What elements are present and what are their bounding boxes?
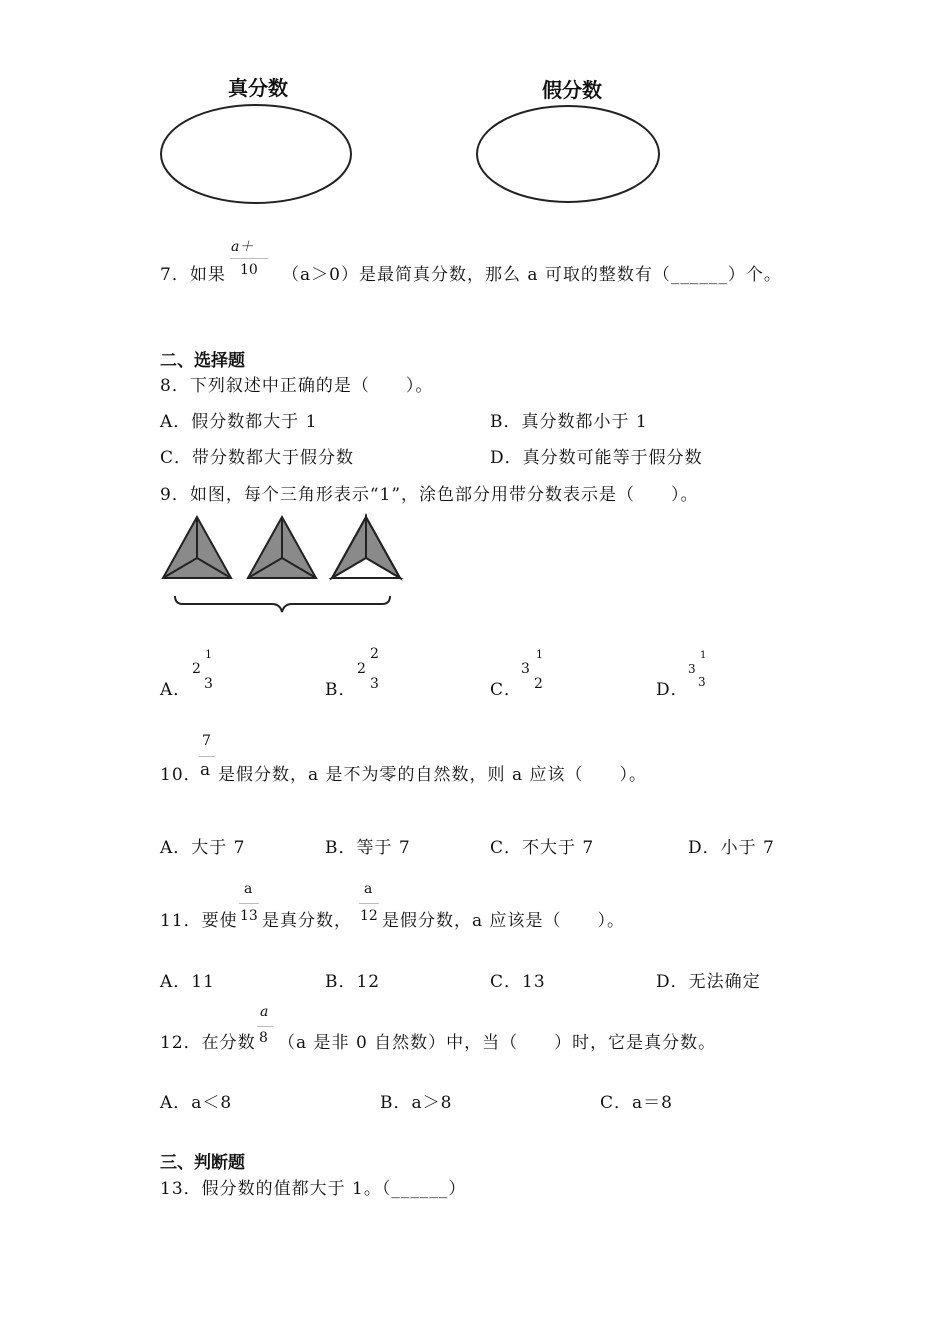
q10-option-c[interactable]: C．不大于 7	[490, 838, 595, 858]
fraction-ellipses	[150, 100, 670, 212]
q9-option-c-den: 2	[534, 676, 543, 692]
proper-fraction-label: 真分数	[228, 76, 288, 100]
q9-option-d-num: 1	[700, 650, 707, 661]
q11-f2-numerator: a	[364, 881, 373, 897]
q9-option-b-label[interactable]: B．	[325, 680, 357, 700]
q12-denominator: 8	[259, 1030, 268, 1046]
q9-option-c-label[interactable]: C．	[490, 680, 523, 700]
q10-denominator: a	[200, 760, 212, 780]
q13-stem: 13．假分数的值都大于 1。（______）	[160, 1179, 467, 1199]
section3-title: 三、判断题	[160, 1153, 245, 1173]
q8-option-a[interactable]: A．假分数都大于 1	[160, 412, 318, 432]
q11-option-a[interactable]: A．11	[160, 972, 215, 992]
q9-option-d-whole: 3	[688, 662, 696, 676]
q10-option-d[interactable]: D．小于 7	[688, 838, 775, 858]
q11-f2-bar	[359, 903, 379, 904]
q10-numerator: 7	[202, 733, 211, 749]
q7-label: 7．如果	[160, 265, 226, 285]
section2-title: 二、选择题	[160, 351, 245, 371]
triangle-3	[332, 517, 400, 578]
q11-f2-denominator: 12	[360, 908, 378, 924]
q9-option-d-den: 3	[698, 675, 706, 689]
q9-option-a-den: 3	[204, 676, 213, 692]
q9-stem: 9．如图，每个三角形表示“1”，涂色部分用带分数表示是（ ）。	[160, 485, 699, 505]
q8-stem: 8．下列叙述中正确的是（ ）。	[160, 376, 434, 396]
q11-prefix: 11．要使	[160, 911, 238, 931]
q9-option-a-whole: 2	[192, 661, 201, 677]
q8-option-c[interactable]: C．带分数都大于假分数	[160, 448, 355, 468]
q12-option-b[interactable]: B．a＞8	[380, 1093, 453, 1113]
q12-option-c[interactable]: C．a＝8	[600, 1093, 673, 1113]
q9-option-b-den: 3	[370, 676, 379, 692]
q11-f1-bar	[239, 903, 259, 904]
q12-text: （a 是非 0 自然数）中，当（ ）时，它是真分数。	[278, 1033, 717, 1053]
triangles-figure	[158, 512, 408, 617]
improper-fraction-label: 假分数	[542, 78, 602, 102]
q11-text: 是假分数，a 应该是（ ）。	[382, 911, 626, 931]
brace	[175, 596, 390, 612]
q10-fraction-bar	[199, 756, 215, 757]
q11-option-b[interactable]: B．12	[325, 972, 381, 992]
q11-option-c[interactable]: C．13	[490, 972, 546, 992]
q9-option-c-whole: 3	[521, 661, 530, 677]
q11-f1-denominator: 13	[240, 908, 258, 924]
q7-denominator: 10	[240, 262, 258, 278]
q9-option-a-label[interactable]: A．	[160, 680, 192, 700]
q7-text: （a＞0）是最简真分数，那么 a 可取的整数有（______）个。	[282, 265, 782, 285]
q8-option-d[interactable]: D．真分数可能等于假分数	[490, 448, 703, 468]
q10-option-a[interactable]: A．大于 7	[160, 838, 246, 858]
q7-numerator: a＋	[231, 239, 254, 255]
q9-option-c-num: 1	[536, 648, 543, 661]
q9-option-b-whole: 2	[357, 661, 366, 677]
q12-option-a[interactable]: A．a＜8	[160, 1093, 233, 1113]
q10-prefix: 10．	[160, 765, 202, 785]
triangle-2	[248, 517, 316, 578]
improper-fraction-ellipse	[477, 106, 659, 202]
q11-option-d[interactable]: D．无法确定	[656, 972, 761, 992]
q11-f1-numerator: a	[244, 881, 253, 897]
q9-option-b-num: 2	[370, 646, 379, 662]
q9-option-d-label[interactable]: D．	[656, 680, 689, 700]
q11-mid: 是真分数，	[262, 911, 352, 931]
triangle-1	[163, 517, 231, 578]
q7-fraction-bar	[230, 258, 268, 259]
q12-numerator: a	[260, 1004, 269, 1020]
q10-option-b[interactable]: B．等于 7	[325, 838, 411, 858]
q10-text: 是假分数，a 是不为零的自然数，则 a 应该（ ）。	[218, 765, 647, 785]
q12-fraction-bar	[257, 1026, 273, 1027]
proper-fraction-ellipse	[161, 105, 351, 203]
q9-option-a-num: 1	[205, 648, 212, 661]
q12-prefix: 12．在分数	[160, 1033, 256, 1053]
q8-option-b[interactable]: B．真分数都小于 1	[490, 412, 648, 432]
